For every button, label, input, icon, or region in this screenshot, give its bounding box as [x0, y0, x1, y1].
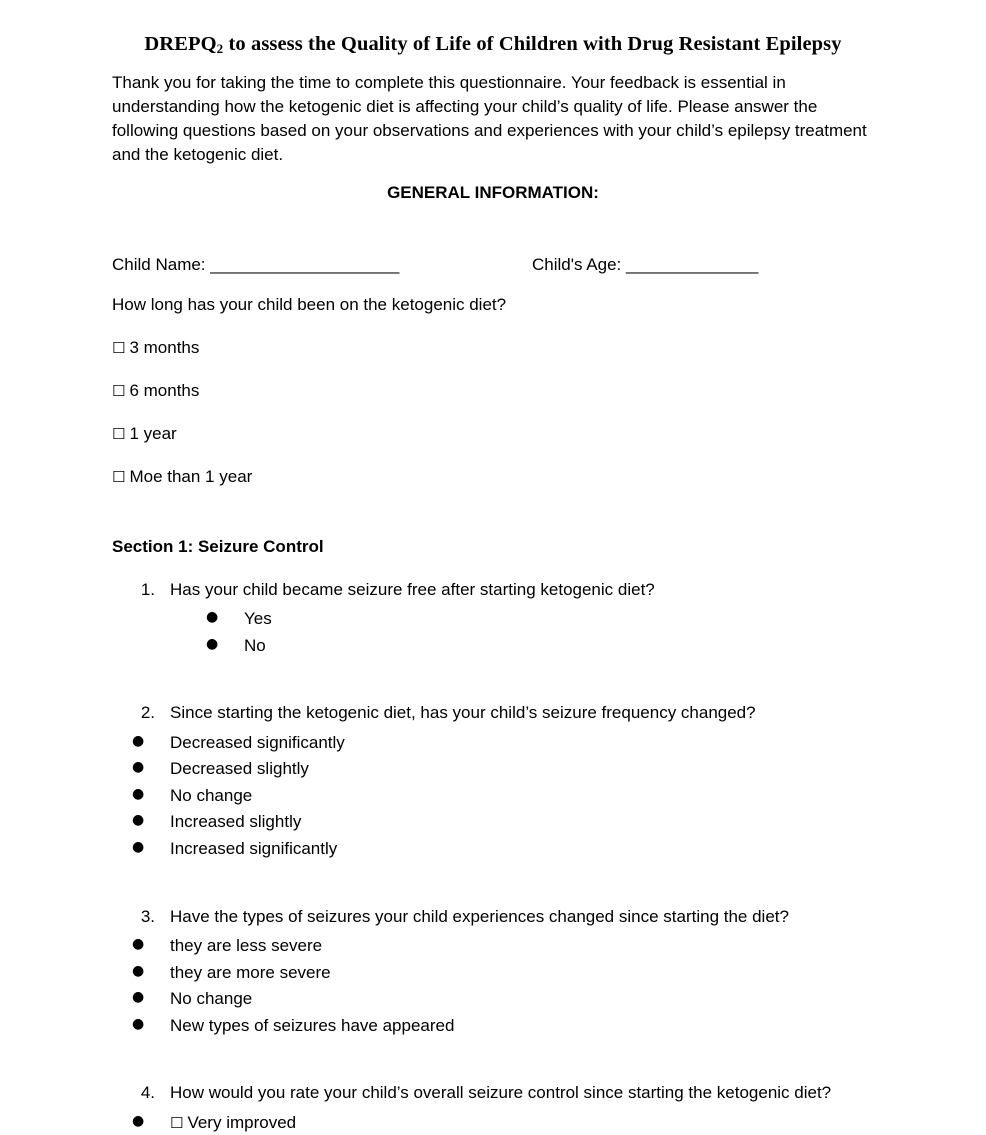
option-label: they are less severe [170, 935, 323, 955]
question-3-text: Have the types of seizures your child experiences changed since starting the diet? [170, 906, 789, 926]
option-label: Yes [244, 609, 272, 629]
question-1-number: 1. [140, 580, 155, 600]
question-4-text: How would you rate your child’s overall seizure control since starting the ketogenic diet? [170, 1083, 832, 1103]
checkbox-icon[interactable]: ☐ [112, 382, 126, 401]
bullet-icon: ● [206, 609, 219, 626]
option-label: Increased slightly [170, 812, 302, 832]
question-4-options [112, 1111, 874, 1135]
question-3 [112, 906, 874, 1061]
bullet-icon: ● [132, 962, 145, 979]
question-3-options [112, 934, 874, 1039]
option-item[interactable] [112, 757, 874, 782]
bullet-icon: ● [132, 1112, 145, 1129]
question-2-row [112, 702, 874, 724]
option-label: No change [170, 989, 253, 1009]
option-item[interactable] [112, 607, 874, 632]
duration-option-label: 1 year [129, 424, 177, 444]
child-age-field[interactable]: Child's Age: ______________ [532, 255, 759, 275]
question-4 [112, 1082, 874, 1135]
option-item[interactable] [112, 934, 874, 959]
title-main: DREPQ [144, 33, 217, 55]
duration-option-label: Moe than 1 year [129, 467, 253, 487]
checkbox-icon[interactable]: ☐ [170, 1113, 184, 1132]
name-age-row [112, 255, 874, 275]
option-label: No [244, 635, 266, 655]
option-item[interactable] [112, 961, 874, 986]
spacer [112, 658, 874, 680]
section-1-question-list [112, 579, 874, 1135]
bullet-icon: ● [132, 839, 145, 856]
duration-option-1-year[interactable] [112, 424, 874, 444]
bullet-icon: ● [132, 732, 145, 749]
question-2-number: 2. [140, 703, 155, 723]
page-title [112, 32, 874, 57]
question-2-options [112, 731, 874, 862]
checkbox-icon[interactable]: ☐ [112, 339, 126, 358]
duration-option-label: 3 months [129, 338, 200, 358]
option-label: Decreased significantly [170, 732, 345, 752]
title-subscript: 2 [216, 41, 224, 56]
option-item[interactable] [112, 987, 874, 1012]
option-label: Very improved [187, 1112, 297, 1132]
option-label: Increased significantly [170, 839, 338, 859]
duration-option-label: 6 months [129, 381, 200, 401]
question-1-text: Has your child became seizure free after starting ketogenic diet? [170, 580, 655, 600]
question-3-row [112, 906, 874, 928]
spacer [112, 1038, 874, 1060]
child-name-field[interactable]: Child Name: ____________________ [112, 255, 400, 275]
option-label: they are more severe [170, 962, 331, 982]
duration-option-3-months[interactable] [112, 338, 874, 358]
option-label: Decreased slightly [170, 759, 309, 779]
bullet-icon: ● [132, 785, 145, 802]
checkbox-icon[interactable]: ☐ [112, 468, 126, 487]
option-item[interactable] [112, 634, 874, 659]
option-item[interactable] [112, 1014, 874, 1039]
question-1-options [112, 607, 874, 658]
bullet-icon: ● [132, 812, 145, 829]
question-1 [112, 579, 874, 680]
question-2 [112, 702, 874, 883]
option-item[interactable] [112, 784, 874, 809]
option-label: No change [170, 785, 253, 805]
title-rest: to assess the Quality of Life of Children with Drug Resistant Epilepsy [223, 33, 842, 55]
option-item[interactable] [112, 810, 874, 835]
spacer [112, 203, 874, 249]
spacer [112, 862, 874, 884]
option-item[interactable] [112, 837, 874, 862]
option-item[interactable] [112, 1111, 874, 1135]
bullet-icon: ● [206, 635, 219, 652]
option-label: New types of seizures have appeared [170, 1015, 455, 1035]
question-4-row [112, 1082, 874, 1104]
duration-option-more-than-1-year[interactable] [112, 467, 874, 487]
section-1-heading: Section 1: Seizure Control [112, 537, 324, 557]
diet-duration-question: How long has your child been on the ketogenic diet? [112, 295, 507, 315]
general-information-heading: GENERAL INFORMATION: [387, 183, 599, 203]
bullet-icon: ● [132, 1015, 145, 1032]
question-2-text: Since starting the ketogenic diet, has your child’s seizure frequency changed? [170, 703, 756, 723]
duration-option-6-months[interactable] [112, 381, 874, 401]
bullet-icon: ● [132, 759, 145, 776]
question-1-row [112, 579, 874, 601]
option-item[interactable] [112, 731, 874, 756]
question-3-number: 3. [140, 906, 155, 926]
intro-paragraph: Thank you for taking the time to complete this questionnaire. Your feedback is essential in understanding how the ketogenic diet is affecting your child’s quality of life. Please answer the following questions based on your observations and experiences with your child’s epilepsy treatment and the ketogenic diet. [112, 72, 867, 164]
bullet-icon: ● [132, 989, 145, 1006]
bullet-icon: ● [132, 935, 145, 952]
question-4-number: 4. [140, 1083, 155, 1103]
checkbox-icon[interactable]: ☐ [112, 425, 126, 444]
